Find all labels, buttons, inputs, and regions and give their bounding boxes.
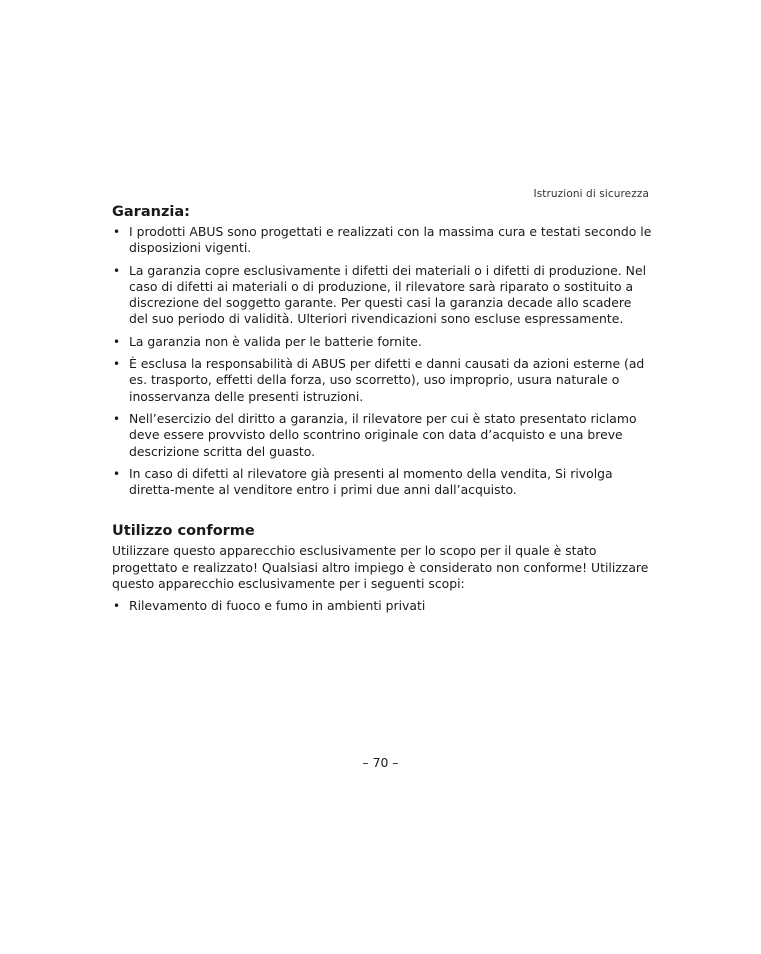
intended-use-paragraph: Utilizzare questo apparecchio esclusivamente per lo scopo per il quale è stato progettato e realizzato! Qualsiasi altro impiego è considerato non conforme! Utilizzare questo apparecchio esclusivamente per i seguenti scopi: [112, 543, 649, 592]
list-item [112, 411, 652, 460]
list-item [112, 466, 652, 499]
intended-use-title: Utilizzo conforme [112, 523, 255, 540]
bullet-icon: • [113, 357, 121, 372]
list-item-text: È esclusa la responsabilità di ABUS per difetti e danni causati da azioni esterne (ad es. trasporto, effetti della forza, uso scorretto), uso improprio, usura naturale o inosservanza delle presenti istruzioni. [129, 356, 645, 404]
bullet-icon: • [113, 599, 121, 614]
list-item-text: Nell’esercizio del diritto a garanzia, il rilevatore per cui è stato presentato riclamo deve essere provvisto dello scontrino originale con data d’acquisto e una breve descrizione scritta del guasto. [129, 410, 637, 459]
bullet-icon: • [113, 334, 121, 349]
list-item [112, 263, 652, 328]
list-item-text: La garanzia non è valida per le batterie fornite. [129, 333, 422, 349]
bullet-icon: • [113, 263, 121, 278]
list-item-text: I prodotti ABUS sono progettati e realizzati con la massima cura e testati secondo le disposizioni vigenti. [129, 224, 652, 256]
bullet-icon: • [113, 466, 121, 481]
page-content [112, 204, 652, 621]
warranty-list [112, 224, 652, 498]
list-item [112, 334, 652, 350]
list-item [112, 224, 652, 257]
list-item-text: Rilevamento di fuoco e fumo in ambienti privati [129, 598, 426, 614]
bullet-icon: • [113, 225, 121, 239]
list-item [112, 356, 652, 405]
page-number: – 70 – [362, 755, 399, 770]
list-item-text: In caso di difetti al rilevatore già presenti al momento della vendita, Si rivolga diretta-mente al venditore entro i primi due anni dall’acquisto. [129, 465, 613, 498]
running-header: Istruzioni di sicurezza [533, 188, 649, 200]
bullet-icon: • [113, 411, 121, 426]
list-item-text: La garanzia copre esclusivamente i difetti dei materiali o i difetti di produzione. Nel caso di difetti ai materiali o di produzione, il rilevatore sarà riparato o sostituito a discrezione del soggetto garante. Per questi casi la garanzia decade allo scadere del suo periodo di validità. Ulteriori rivendicazioni sono escluse espressamente. [129, 262, 647, 327]
intended-use-list [112, 598, 652, 614]
list-item [112, 598, 652, 614]
warranty-title: Garanzia: [112, 204, 190, 220]
